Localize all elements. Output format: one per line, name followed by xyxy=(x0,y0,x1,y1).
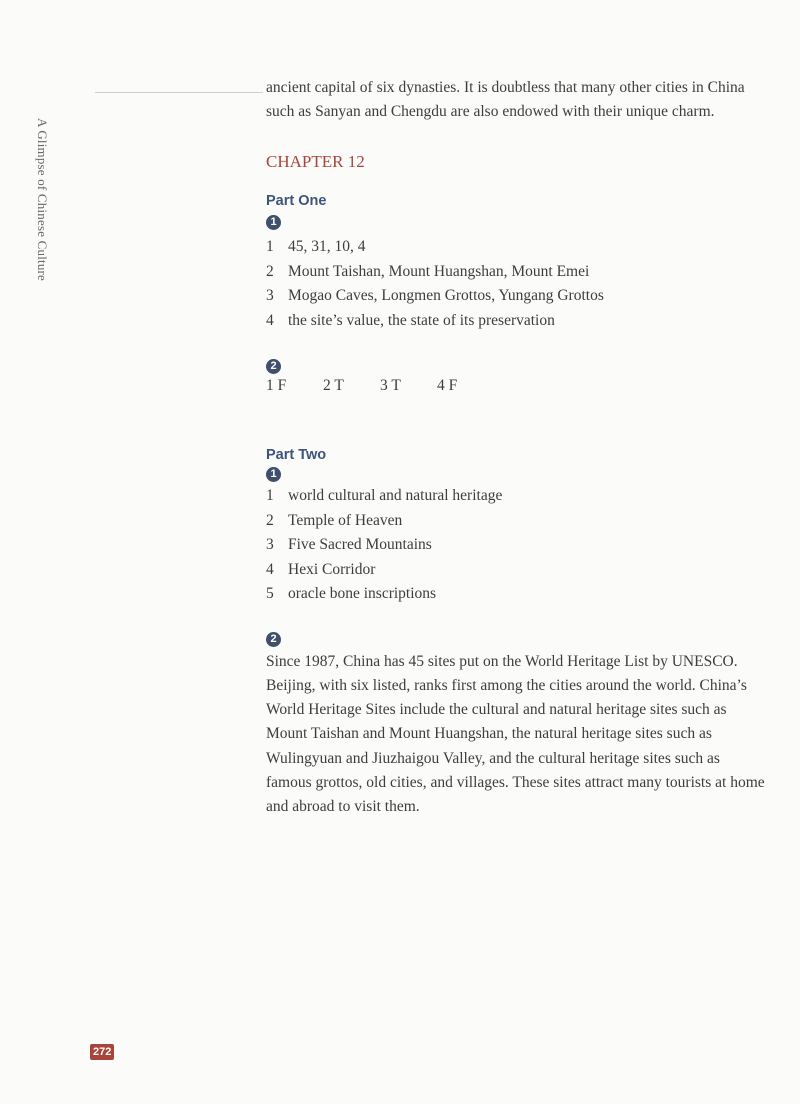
intro-paragraph: ancient capital of six dynasties. It is doubtless that many other cities in China such as Sanyan and Chengdu are also endowed with their unique charm. xyxy=(266,79,745,120)
page-number-badge: 272 xyxy=(90,1044,114,1060)
tf-answer: 4 F xyxy=(437,377,458,394)
exercise-number-icon: 1 xyxy=(266,467,281,482)
item-number: 2 xyxy=(266,511,274,529)
list-item xyxy=(266,558,766,583)
item-number: 4 xyxy=(266,311,274,329)
tf-answer: 3 T xyxy=(380,377,401,394)
item-number: 1 xyxy=(266,238,274,255)
item-text: Hexi Corridor xyxy=(288,560,376,578)
list-item xyxy=(266,509,766,534)
item-text: world cultural and natural heritage xyxy=(288,487,503,504)
item-text: Five Sacred Mountains xyxy=(288,536,432,553)
part-one-section xyxy=(266,192,766,397)
top-divider xyxy=(95,92,263,93)
item-number: 4 xyxy=(266,560,274,578)
item-text: the site’s value, the state of its preservation xyxy=(288,311,555,329)
item-number: 5 xyxy=(266,585,274,602)
item-text: oracle bone inscriptions xyxy=(288,585,437,602)
exercise-number-icon: 2 xyxy=(266,632,281,647)
list-item xyxy=(266,284,766,309)
chapter-title: CHAPTER 12 xyxy=(266,152,365,171)
item-number: 3 xyxy=(266,287,274,304)
book-title-side-label: A Glimpse of Chinese Culture xyxy=(35,118,50,282)
part-two-exercise1-list xyxy=(266,484,766,607)
item-text: Mount Taishan, Mount Huangshan, Mount Emei xyxy=(288,262,590,280)
list-item xyxy=(266,484,766,509)
part-one-title: Part One xyxy=(266,193,327,209)
item-text: Mogao Caves, Longmen Grottos, Yungang Grottos xyxy=(288,287,604,304)
list-item xyxy=(266,260,766,285)
list-item xyxy=(266,533,766,558)
item-text: Temple of Heaven xyxy=(288,511,403,529)
part-two-section xyxy=(266,446,766,820)
tf-answer: 2 T xyxy=(323,377,344,394)
summary-paragraph: Since 1987, China has 45 sites put on the World Heritage List by UNESCO. Beijing, with six listed, ranks first among the cities around the world. China’s World Heritage Sites include the cultural and natural heritage sites such as Mount Taishan and Mount Huangshan, the natural heritage sites such as Wulingyuan and Jiuzhaigou Valley, and the cultural heritage sites such as famous grottos, old cities, and villages. These sites attract many tourists at home and abroad to visit them. xyxy=(266,652,765,816)
tf-answer: 1 F xyxy=(266,377,287,394)
part-one-exercise1-list xyxy=(266,235,766,333)
list-item xyxy=(266,235,766,260)
page-content xyxy=(266,76,766,835)
part-two-title: Part Two xyxy=(266,447,327,463)
list-item xyxy=(266,582,766,607)
item-number: 3 xyxy=(266,536,274,553)
true-false-answers xyxy=(266,375,766,397)
item-number: 2 xyxy=(266,262,274,280)
item-number: 1 xyxy=(266,487,274,504)
item-text: 45, 31, 10, 4 xyxy=(288,238,366,255)
exercise-number-icon: 1 xyxy=(266,215,281,230)
list-item xyxy=(266,309,766,334)
exercise-number-icon: 2 xyxy=(266,359,281,374)
